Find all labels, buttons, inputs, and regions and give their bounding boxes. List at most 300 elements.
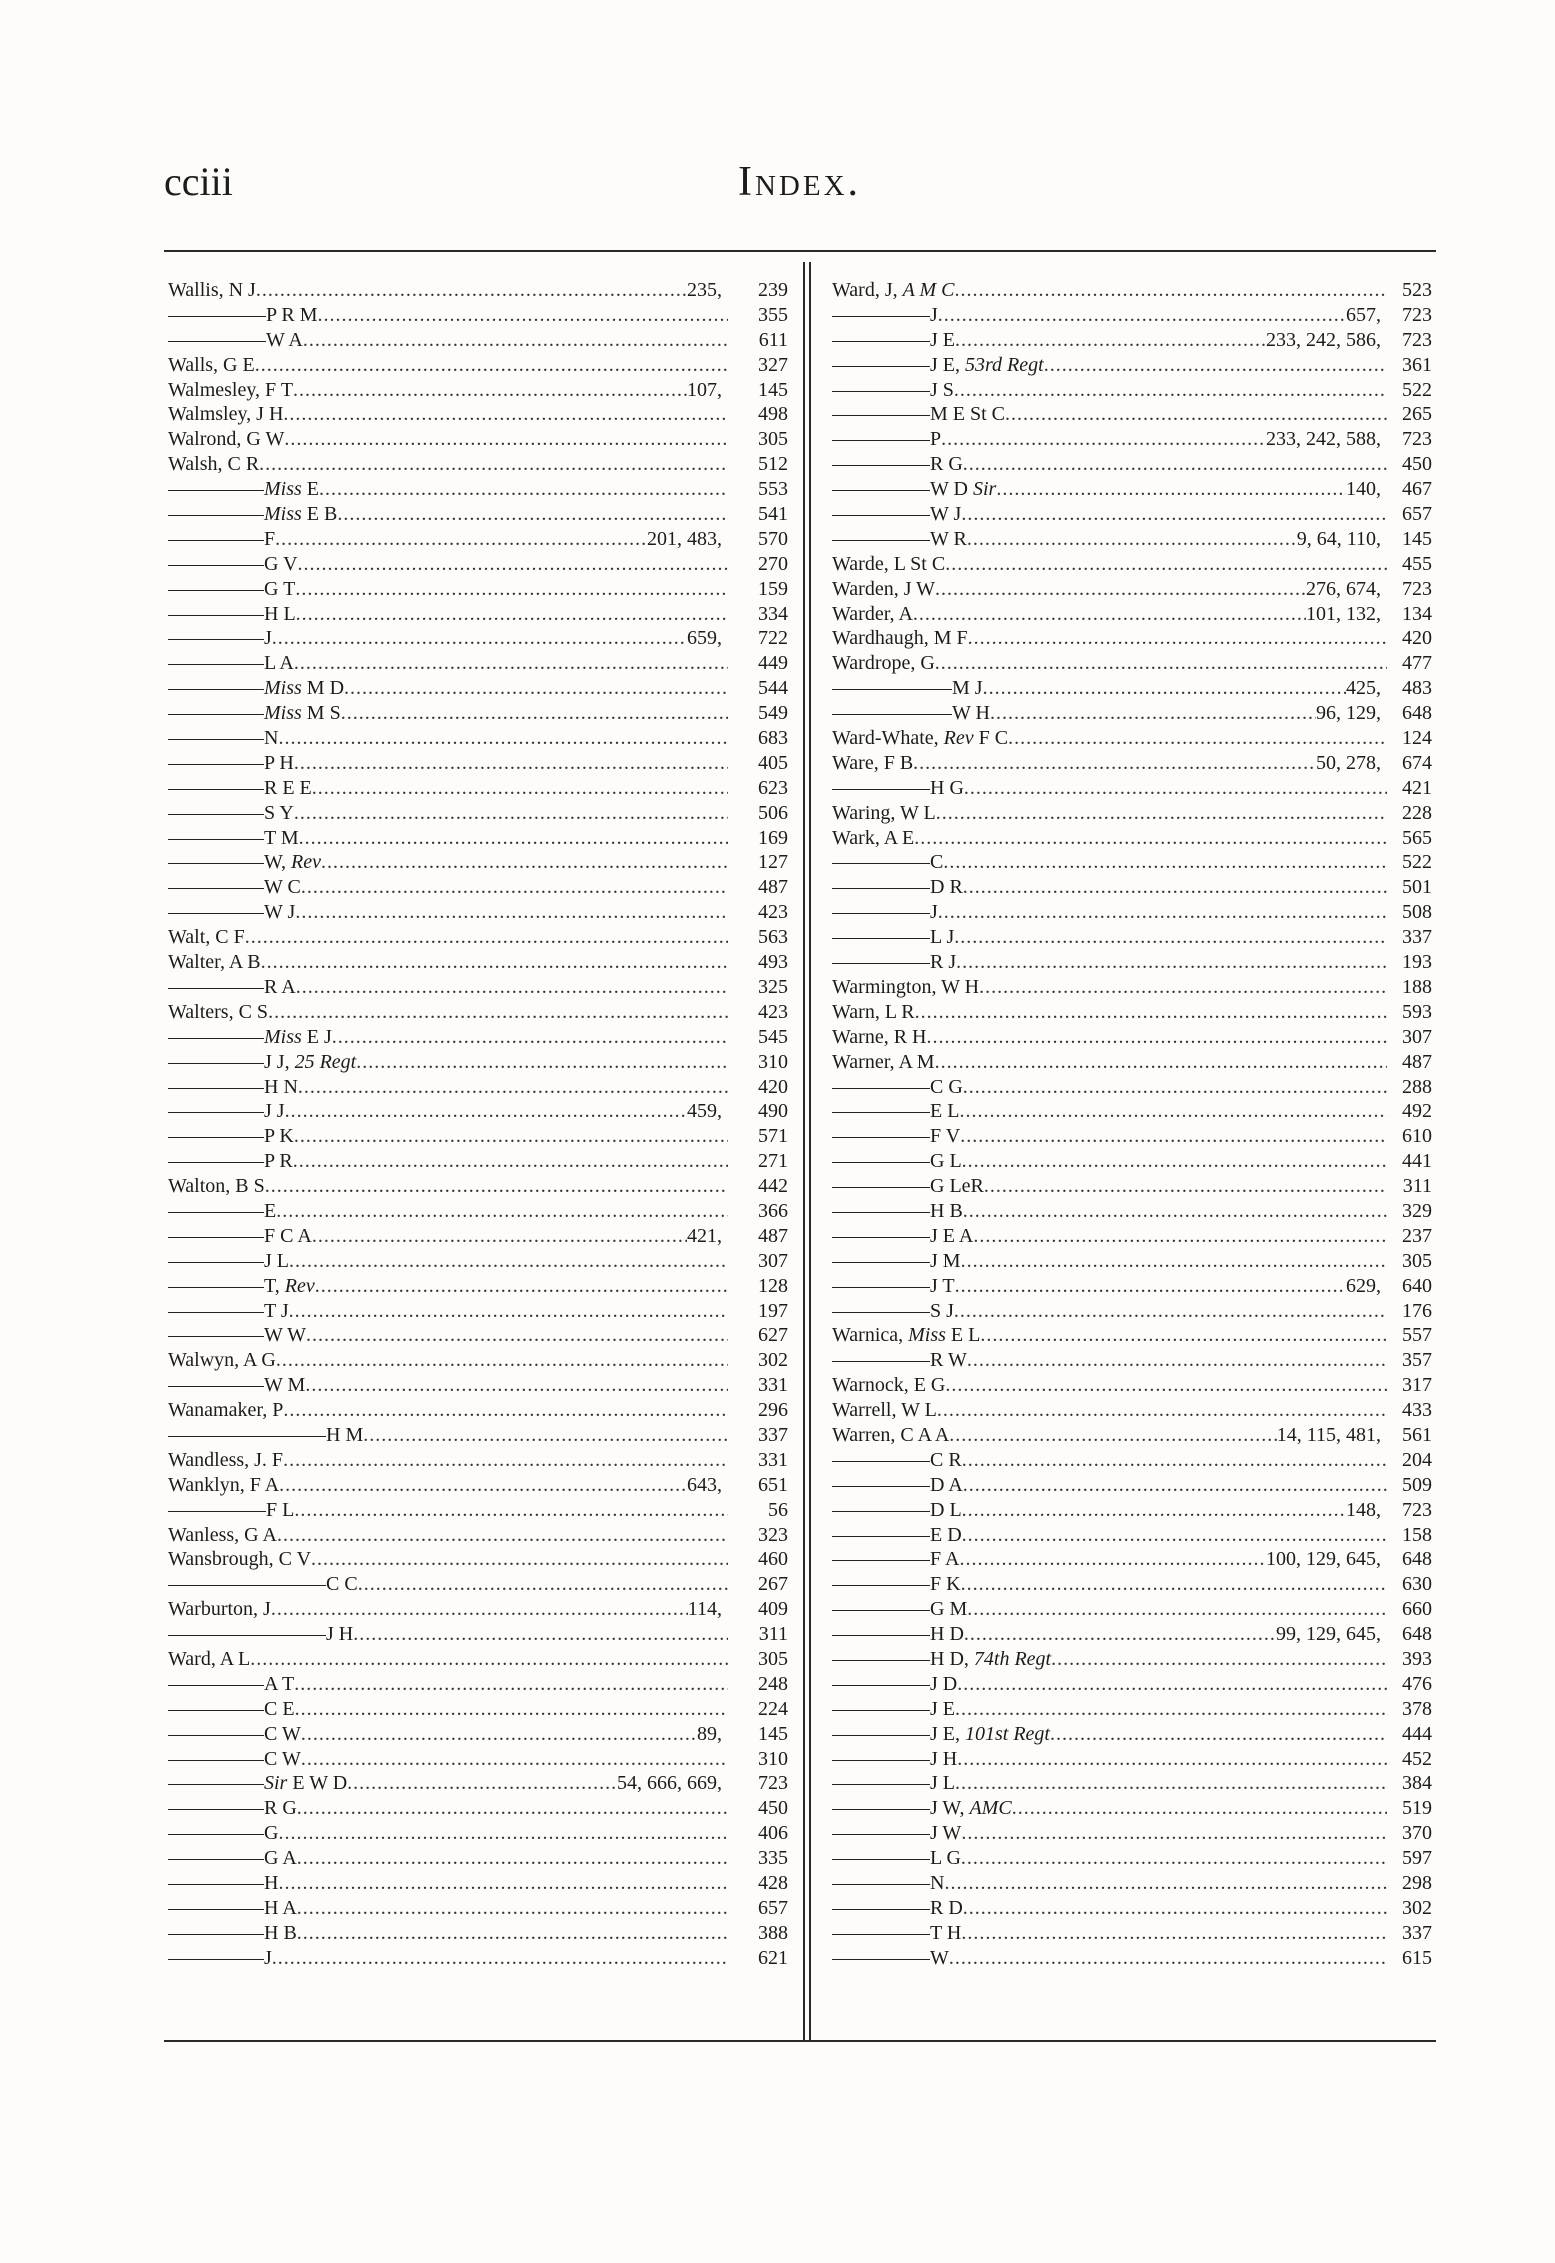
dot-leader bbox=[265, 1174, 728, 1199]
index-entry bbox=[168, 1672, 788, 1697]
entry-name: T, Rev bbox=[264, 1274, 315, 1297]
entry-page-number: 541 bbox=[758, 503, 788, 526]
index-entry bbox=[832, 950, 1432, 975]
index-entry bbox=[168, 1249, 788, 1274]
index-entry bbox=[832, 1846, 1432, 1871]
entry-line bbox=[832, 701, 1387, 726]
entry-page-number: 452 bbox=[1402, 1747, 1432, 1770]
entry-name: E bbox=[264, 1199, 277, 1222]
index-entry bbox=[168, 651, 788, 676]
page-title: Index. bbox=[738, 159, 862, 205]
italic-qualifier: AMC bbox=[969, 1797, 1012, 1820]
entry-page-refs: 148, bbox=[1346, 1498, 1381, 1521]
ditto-dash bbox=[168, 1373, 264, 1387]
entry-line bbox=[168, 1448, 728, 1473]
dot-leader bbox=[272, 626, 687, 651]
entry-page-number: 145 bbox=[758, 1722, 788, 1745]
dot-leader bbox=[963, 452, 1387, 477]
ditto-dash bbox=[168, 552, 264, 566]
dot-leader bbox=[957, 1672, 1387, 1697]
entry-name: G bbox=[264, 1822, 279, 1845]
entry-line bbox=[168, 278, 728, 303]
ditto-dash bbox=[168, 1025, 264, 1039]
dot-leader bbox=[960, 1124, 1387, 1149]
index-entry bbox=[832, 577, 1432, 602]
entry-line bbox=[168, 1075, 728, 1100]
index-entry bbox=[832, 1398, 1432, 1423]
ditto-dash bbox=[832, 1572, 930, 1586]
entry-line bbox=[832, 1647, 1387, 1672]
entry-line bbox=[168, 776, 728, 801]
entry-line bbox=[168, 502, 728, 527]
entry-name: C E bbox=[264, 1697, 295, 1720]
entry-line bbox=[168, 925, 728, 950]
dot-leader bbox=[295, 1697, 728, 1722]
index-entry bbox=[168, 1622, 788, 1647]
entry-line bbox=[168, 1896, 728, 1921]
ditto-dash bbox=[168, 651, 264, 665]
entry-name: J H bbox=[326, 1623, 354, 1646]
entry-name: S J bbox=[930, 1299, 954, 1322]
entry-line bbox=[832, 1075, 1387, 1100]
entry-name: H A bbox=[264, 1896, 297, 1919]
dot-leader bbox=[321, 850, 728, 875]
entry-page-refs: 233, 242, 586, bbox=[1266, 328, 1381, 351]
entry-line bbox=[168, 950, 728, 975]
entry-name: Wardrope, G bbox=[832, 652, 935, 675]
dot-leader bbox=[938, 900, 1387, 925]
entry-line bbox=[168, 1946, 728, 1971]
entry-page-number: 441 bbox=[1402, 1150, 1432, 1173]
dot-leader bbox=[954, 925, 1387, 950]
entry-page-number: 648 bbox=[1402, 702, 1432, 725]
index-entry bbox=[168, 1323, 788, 1348]
entry-line bbox=[832, 1099, 1387, 1124]
dot-leader bbox=[289, 1249, 728, 1274]
entry-name: W, Rev bbox=[264, 851, 322, 874]
entry-line bbox=[832, 975, 1387, 1000]
ditto-dash bbox=[832, 925, 930, 939]
entry-page-number: 648 bbox=[1402, 1623, 1432, 1646]
entry-name: G M bbox=[930, 1598, 968, 1621]
entry-name: G LeR bbox=[930, 1175, 984, 1198]
italic-qualifier: 25 Regt bbox=[294, 1050, 357, 1073]
entry-name: Walmesley, F T bbox=[168, 378, 294, 401]
entry-page-number: 305 bbox=[758, 1647, 788, 1670]
entry-name: H B bbox=[930, 1199, 963, 1222]
ditto-dash bbox=[168, 602, 264, 616]
ditto-dash bbox=[832, 1747, 930, 1761]
entry-line bbox=[168, 1747, 728, 1772]
entry-name: Warn, L R bbox=[832, 1000, 915, 1023]
entry-line bbox=[168, 1050, 728, 1075]
ditto-dash bbox=[832, 1498, 930, 1512]
entry-line bbox=[168, 1572, 728, 1597]
top-rule bbox=[164, 250, 1436, 252]
entry-line bbox=[168, 1323, 728, 1348]
italic-qualifier: Miss bbox=[264, 677, 302, 700]
entry-name: F V bbox=[930, 1125, 961, 1148]
dot-leader bbox=[949, 1423, 1276, 1448]
entry-line bbox=[168, 751, 728, 776]
ditto-dash bbox=[168, 701, 264, 715]
entry-line bbox=[168, 1846, 728, 1871]
dot-leader bbox=[283, 1398, 728, 1423]
entry-name: Miss E J bbox=[264, 1025, 332, 1048]
index-entry bbox=[168, 477, 788, 502]
ditto-dash bbox=[832, 1523, 930, 1537]
entry-line bbox=[168, 378, 728, 403]
ditto-dash bbox=[168, 826, 264, 840]
entry-name: Miss M S bbox=[264, 702, 341, 725]
index-entry bbox=[832, 278, 1432, 303]
entry-page-number: 124 bbox=[1402, 727, 1432, 750]
entry-page-number: 127 bbox=[758, 851, 788, 874]
entry-page-number: 570 bbox=[758, 527, 788, 550]
index-entry bbox=[168, 1697, 788, 1722]
entry-line bbox=[168, 850, 728, 875]
entry-line bbox=[832, 900, 1387, 925]
entry-name: R J bbox=[930, 951, 957, 974]
entry-name: T H bbox=[930, 1921, 962, 1944]
entry-line bbox=[168, 328, 728, 353]
ditto-dash bbox=[168, 1199, 264, 1213]
dot-leader bbox=[961, 1572, 1387, 1597]
dot-leader bbox=[285, 1099, 687, 1124]
ditto-dash bbox=[832, 527, 930, 541]
entry-page-number: 630 bbox=[1402, 1573, 1432, 1596]
entry-line bbox=[168, 303, 728, 328]
ditto-dash bbox=[832, 1174, 930, 1188]
index-entry bbox=[832, 1871, 1432, 1896]
entry-name: D R bbox=[930, 876, 963, 899]
entry-page-number: 610 bbox=[1402, 1125, 1432, 1148]
italic-qualifier: A M C bbox=[902, 279, 955, 301]
dot-leader bbox=[301, 1747, 728, 1772]
entry-page-number: 224 bbox=[758, 1697, 788, 1720]
entry-name: Miss E B bbox=[264, 503, 338, 526]
entry-page-number: 337 bbox=[1402, 1921, 1432, 1944]
index-entry bbox=[832, 1323, 1432, 1348]
entry-name: P bbox=[930, 428, 942, 451]
entry-name: Walmsley, J H bbox=[168, 403, 284, 426]
index-entry bbox=[168, 1921, 788, 1946]
index-entry bbox=[168, 1149, 788, 1174]
entry-page-number: 433 bbox=[1402, 1399, 1432, 1422]
entry-line bbox=[832, 1672, 1387, 1697]
index-entry bbox=[832, 1099, 1432, 1124]
index-entry bbox=[832, 701, 1432, 726]
entry-name: G L bbox=[930, 1150, 962, 1173]
ditto-dash bbox=[168, 1099, 264, 1113]
ditto-dash bbox=[168, 1622, 326, 1636]
entry-line bbox=[168, 602, 728, 627]
entry-name: F bbox=[264, 527, 276, 550]
entry-line bbox=[168, 1523, 728, 1548]
index-entry bbox=[832, 1771, 1432, 1796]
entry-page-number: 660 bbox=[1402, 1598, 1432, 1621]
entry-name: Walton, B S bbox=[168, 1175, 265, 1198]
entry-name: Warner, A M bbox=[832, 1050, 935, 1073]
ditto-dash bbox=[168, 1796, 264, 1810]
entry-line bbox=[832, 875, 1387, 900]
dot-leader bbox=[250, 1647, 728, 1672]
entry-page-number: 723 bbox=[1402, 428, 1432, 451]
entry-page-number: 487 bbox=[758, 1224, 788, 1247]
index-entry bbox=[168, 303, 788, 328]
index-entry bbox=[832, 850, 1432, 875]
index-entry bbox=[168, 1846, 788, 1871]
dot-leader bbox=[914, 826, 1387, 851]
dot-leader bbox=[935, 577, 1306, 602]
entry-line bbox=[832, 577, 1387, 602]
entry-page-number: 311 bbox=[758, 1623, 788, 1646]
entry-line bbox=[168, 875, 728, 900]
dot-leader bbox=[961, 1249, 1387, 1274]
entry-page-number: 331 bbox=[758, 1374, 788, 1397]
entry-line bbox=[168, 1348, 728, 1373]
ditto-dash bbox=[168, 1871, 264, 1885]
italic-qualifier: Rev bbox=[943, 727, 974, 750]
index-entry bbox=[168, 950, 788, 975]
entry-page-number: 331 bbox=[758, 1448, 788, 1471]
entry-line bbox=[168, 975, 728, 1000]
ditto-dash bbox=[168, 1050, 264, 1064]
entry-page-number: 248 bbox=[758, 1672, 788, 1695]
dot-leader bbox=[967, 1348, 1387, 1373]
entry-page-number: 310 bbox=[758, 1050, 788, 1073]
dot-leader bbox=[312, 1224, 687, 1249]
index-entry bbox=[832, 751, 1432, 776]
entry-page-number: 615 bbox=[1402, 1946, 1432, 1969]
entry-line bbox=[832, 1697, 1387, 1722]
dot-leader bbox=[277, 1523, 728, 1548]
dot-leader bbox=[297, 1846, 728, 1871]
dot-leader bbox=[294, 651, 728, 676]
dot-leader bbox=[963, 1896, 1387, 1921]
entry-line bbox=[832, 1149, 1387, 1174]
index-entry bbox=[168, 726, 788, 751]
entry-page-refs: 99, 129, 645, bbox=[1276, 1623, 1381, 1646]
entry-line bbox=[832, 1622, 1387, 1647]
entry-line bbox=[168, 353, 728, 378]
dot-leader bbox=[297, 1796, 728, 1821]
entry-page-number: 296 bbox=[758, 1399, 788, 1422]
entry-name: D A bbox=[930, 1473, 963, 1496]
dot-leader bbox=[276, 1348, 728, 1373]
entry-page-number: 449 bbox=[758, 652, 788, 675]
ditto-dash bbox=[832, 1697, 930, 1711]
ditto-dash bbox=[168, 1722, 264, 1736]
entry-name: J E, 101st Regt bbox=[930, 1722, 1050, 1745]
entry-page-number: 476 bbox=[1402, 1672, 1432, 1695]
dot-leader bbox=[347, 1771, 617, 1796]
dot-leader bbox=[1005, 402, 1387, 427]
index-entry bbox=[832, 726, 1432, 751]
entry-page-number: 723 bbox=[1402, 328, 1432, 351]
entry-line bbox=[168, 1174, 728, 1199]
dot-leader bbox=[915, 1000, 1387, 1025]
index-entry bbox=[832, 353, 1432, 378]
entry-line bbox=[832, 402, 1387, 427]
index-entry bbox=[168, 925, 788, 950]
entry-line bbox=[832, 1498, 1387, 1523]
entry-name: H G bbox=[930, 776, 964, 799]
index-entry bbox=[832, 1523, 1432, 1548]
ditto-dash bbox=[832, 1348, 930, 1362]
entry-name: J W, AMC bbox=[930, 1797, 1012, 1820]
index-entry bbox=[168, 278, 788, 303]
entry-page-number: 159 bbox=[758, 577, 788, 600]
entry-name: Wanamaker, P bbox=[168, 1399, 284, 1422]
entry-name: W H bbox=[952, 702, 990, 725]
entry-name: L A bbox=[264, 652, 294, 675]
ditto-dash bbox=[832, 1921, 930, 1935]
entry-line bbox=[168, 726, 728, 751]
entry-line bbox=[832, 1000, 1387, 1025]
entry-line bbox=[832, 303, 1387, 328]
entry-page-number: 370 bbox=[1402, 1822, 1432, 1845]
entry-name: J W bbox=[930, 1822, 962, 1845]
entry-line bbox=[832, 1747, 1387, 1772]
dot-leader bbox=[356, 1050, 728, 1075]
entry-name: J bbox=[264, 627, 272, 650]
entry-page-refs: 50, 278, bbox=[1316, 751, 1381, 774]
ditto-dash bbox=[832, 1075, 930, 1089]
entry-page-number: 561 bbox=[1402, 1423, 1432, 1446]
ditto-dash bbox=[832, 1622, 930, 1636]
entry-page-number: 423 bbox=[758, 1000, 788, 1023]
ditto-dash bbox=[832, 402, 930, 416]
index-entry bbox=[832, 1423, 1432, 1448]
ditto-dash bbox=[832, 502, 930, 516]
entry-line bbox=[168, 1025, 728, 1050]
italic-qualifier: Miss bbox=[908, 1324, 946, 1347]
entry-line bbox=[832, 1224, 1387, 1249]
ditto-dash bbox=[168, 875, 264, 889]
entry-name: R A bbox=[264, 975, 296, 998]
entry-page-number: 450 bbox=[1402, 453, 1432, 476]
index-entry bbox=[168, 850, 788, 875]
dot-leader bbox=[968, 626, 1387, 651]
index-entry bbox=[832, 328, 1432, 353]
entry-line bbox=[832, 1871, 1387, 1896]
ditto-dash bbox=[832, 875, 930, 889]
entry-name: Walwyn, A G bbox=[168, 1349, 276, 1372]
entry-page-number: 523 bbox=[1402, 279, 1432, 301]
dot-leader bbox=[1044, 353, 1387, 378]
entry-page-number: 197 bbox=[758, 1299, 788, 1322]
entry-page-refs: 140, bbox=[1346, 478, 1381, 501]
ditto-dash bbox=[832, 1821, 930, 1835]
ditto-dash bbox=[168, 577, 264, 591]
dot-leader bbox=[961, 1846, 1387, 1871]
entry-name: Ward-Whate, Rev F C bbox=[832, 727, 1009, 750]
entry-name: P H bbox=[264, 751, 294, 774]
ditto-dash bbox=[832, 776, 930, 790]
ditto-dash bbox=[168, 1498, 266, 1512]
entry-name: W J bbox=[264, 901, 296, 924]
entry-name: Walrond, G W bbox=[168, 428, 285, 451]
entry-line bbox=[832, 378, 1387, 403]
entry-line bbox=[168, 651, 728, 676]
entry-page-number: 611 bbox=[758, 328, 788, 351]
entry-name: Ward, J, A M C bbox=[832, 279, 955, 301]
dot-leader bbox=[271, 1597, 688, 1622]
entry-name: S Y bbox=[264, 801, 294, 824]
entry-name: N bbox=[264, 727, 279, 750]
dot-leader bbox=[962, 1523, 1387, 1548]
entry-page-refs: 425, bbox=[1346, 677, 1381, 700]
entry-page-number: 487 bbox=[758, 876, 788, 899]
ditto-dash bbox=[832, 676, 952, 690]
dot-leader bbox=[963, 1199, 1387, 1224]
entry-page-number: 228 bbox=[1402, 801, 1432, 824]
index-entry bbox=[168, 1722, 788, 1747]
dot-leader bbox=[297, 1921, 728, 1946]
entry-line bbox=[168, 477, 728, 502]
entry-page-number: 593 bbox=[1402, 1000, 1432, 1023]
entry-page-number: 355 bbox=[758, 303, 788, 326]
entry-page-number: 477 bbox=[1402, 652, 1432, 675]
ditto-dash bbox=[168, 726, 264, 740]
entry-page-refs: 14, 115, 481, bbox=[1276, 1423, 1381, 1446]
entry-name: Warren, C A A bbox=[832, 1423, 950, 1446]
italic-qualifier: Miss bbox=[264, 1025, 302, 1048]
dot-leader bbox=[255, 353, 728, 378]
entry-page-refs: 201, 483, bbox=[647, 527, 722, 550]
index-entry bbox=[832, 1672, 1432, 1697]
ditto-dash bbox=[832, 1149, 930, 1163]
entry-page-number: 329 bbox=[1402, 1199, 1432, 1222]
entry-page-number: 563 bbox=[758, 926, 788, 949]
ditto-dash bbox=[168, 328, 266, 342]
index-entry bbox=[168, 676, 788, 701]
entry-line bbox=[832, 1448, 1387, 1473]
ditto-dash bbox=[168, 1771, 264, 1785]
dot-leader bbox=[963, 1473, 1387, 1498]
index-entry bbox=[832, 402, 1432, 427]
index-entry bbox=[832, 1274, 1432, 1299]
entry-line bbox=[168, 1597, 728, 1622]
entry-line bbox=[168, 1199, 728, 1224]
index-entry bbox=[168, 1099, 788, 1124]
dot-leader bbox=[303, 328, 728, 353]
index-entry bbox=[832, 1697, 1432, 1722]
dot-leader bbox=[283, 402, 728, 427]
ditto-dash bbox=[832, 1946, 930, 1960]
dot-leader bbox=[954, 378, 1387, 403]
entry-line bbox=[832, 427, 1387, 452]
entry-name: Wansbrough, C V bbox=[168, 1548, 312, 1571]
dot-leader bbox=[353, 1622, 728, 1647]
entry-line bbox=[832, 1025, 1387, 1050]
bottom-rule bbox=[164, 2040, 1436, 2042]
entry-name: Warde, L St C bbox=[832, 552, 946, 575]
entry-name: W A bbox=[266, 328, 303, 351]
entry-name: Wanklyn, F A bbox=[168, 1473, 280, 1496]
entry-name: P R bbox=[264, 1150, 293, 1173]
index-entry bbox=[832, 552, 1432, 577]
index-entry bbox=[168, 452, 788, 477]
entry-line bbox=[168, 900, 728, 925]
entry-name: J bbox=[930, 303, 938, 326]
dot-leader bbox=[984, 1174, 1387, 1199]
entry-line bbox=[168, 801, 728, 826]
entry-page-number: 188 bbox=[1402, 975, 1432, 998]
entry-name: J E bbox=[930, 328, 955, 351]
ditto-dash bbox=[168, 975, 264, 989]
